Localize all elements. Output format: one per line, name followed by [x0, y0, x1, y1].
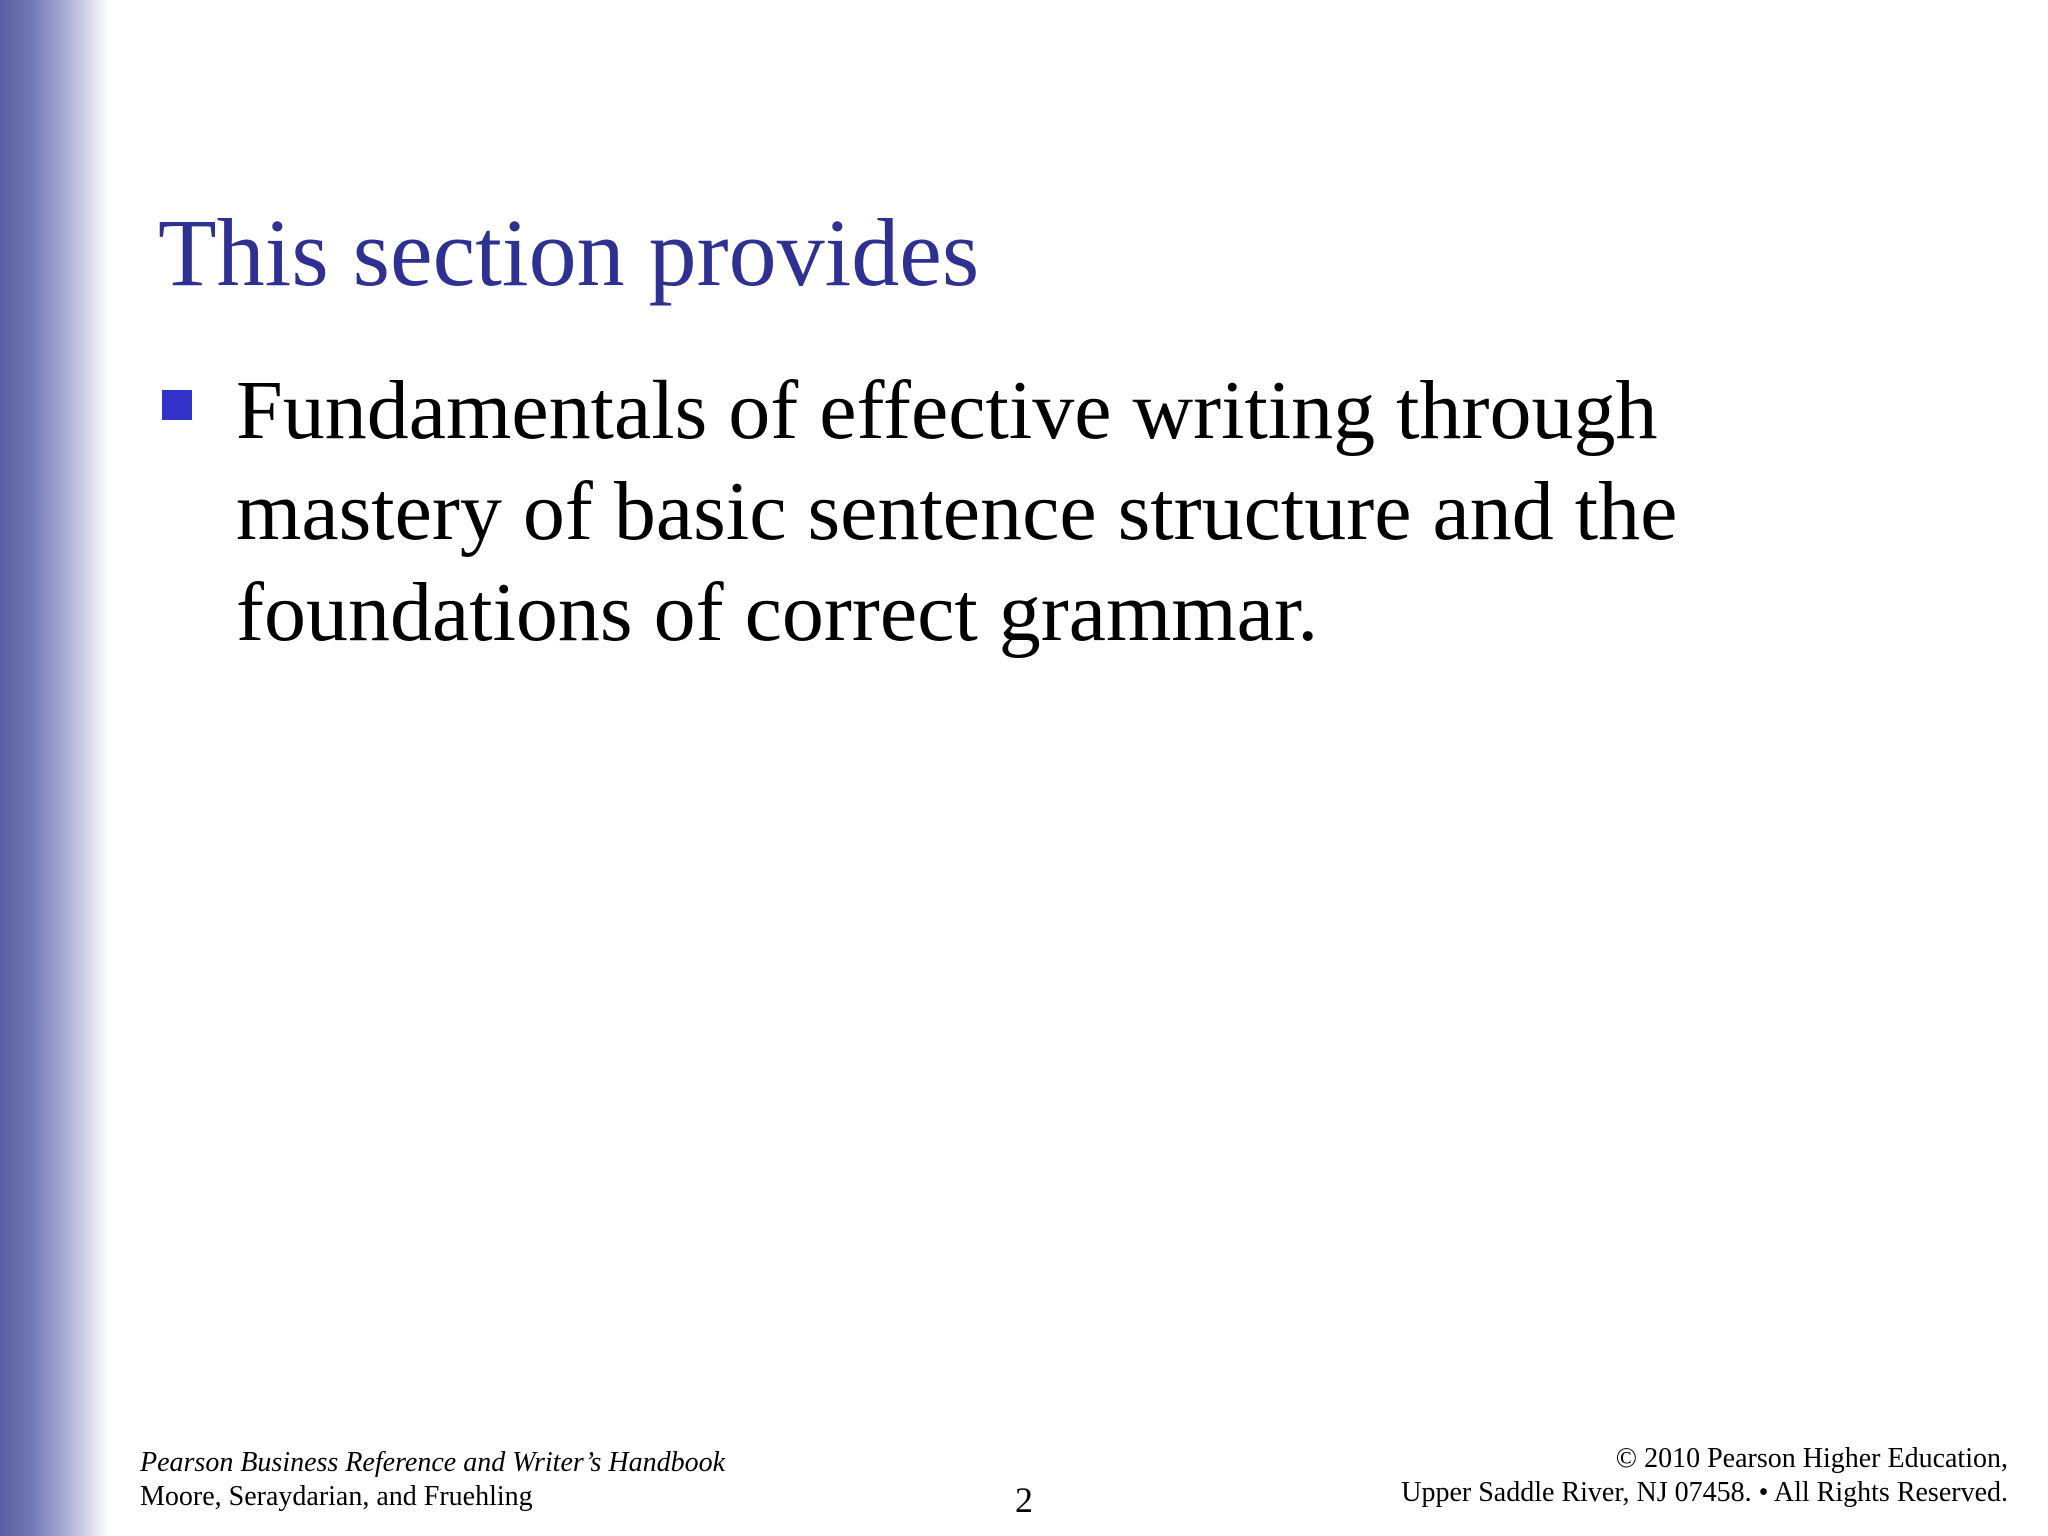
bullet-text: Fundamentals of effective writing through mastery of basic sentence structure and the foundations of correct grammar.: [236, 364, 1678, 659]
page-number: 2: [1015, 1480, 1033, 1520]
footer-book-title: Pearson Business Reference and Writer’s Handbook: [140, 1447, 726, 1478]
bullet-list: [160, 360, 1920, 663]
side-gradient-band: [0, 0, 108, 1536]
slide-title: This section provides: [158, 199, 980, 306]
copyright-line-1: © 2010 Pearson Higher Education,: [1615, 1443, 2008, 1474]
footer-left: [140, 1446, 725, 1514]
square-bullet-icon: [162, 390, 192, 420]
footer-copyright: [1401, 1442, 2008, 1510]
footer-authors: Moore, Seraydarian, and Fruehling: [140, 1481, 533, 1512]
copyright-line-2: Upper Saddle River, NJ 07458. • All Rights Reserved.: [1401, 1477, 2008, 1508]
bullet-item: [160, 360, 1920, 663]
